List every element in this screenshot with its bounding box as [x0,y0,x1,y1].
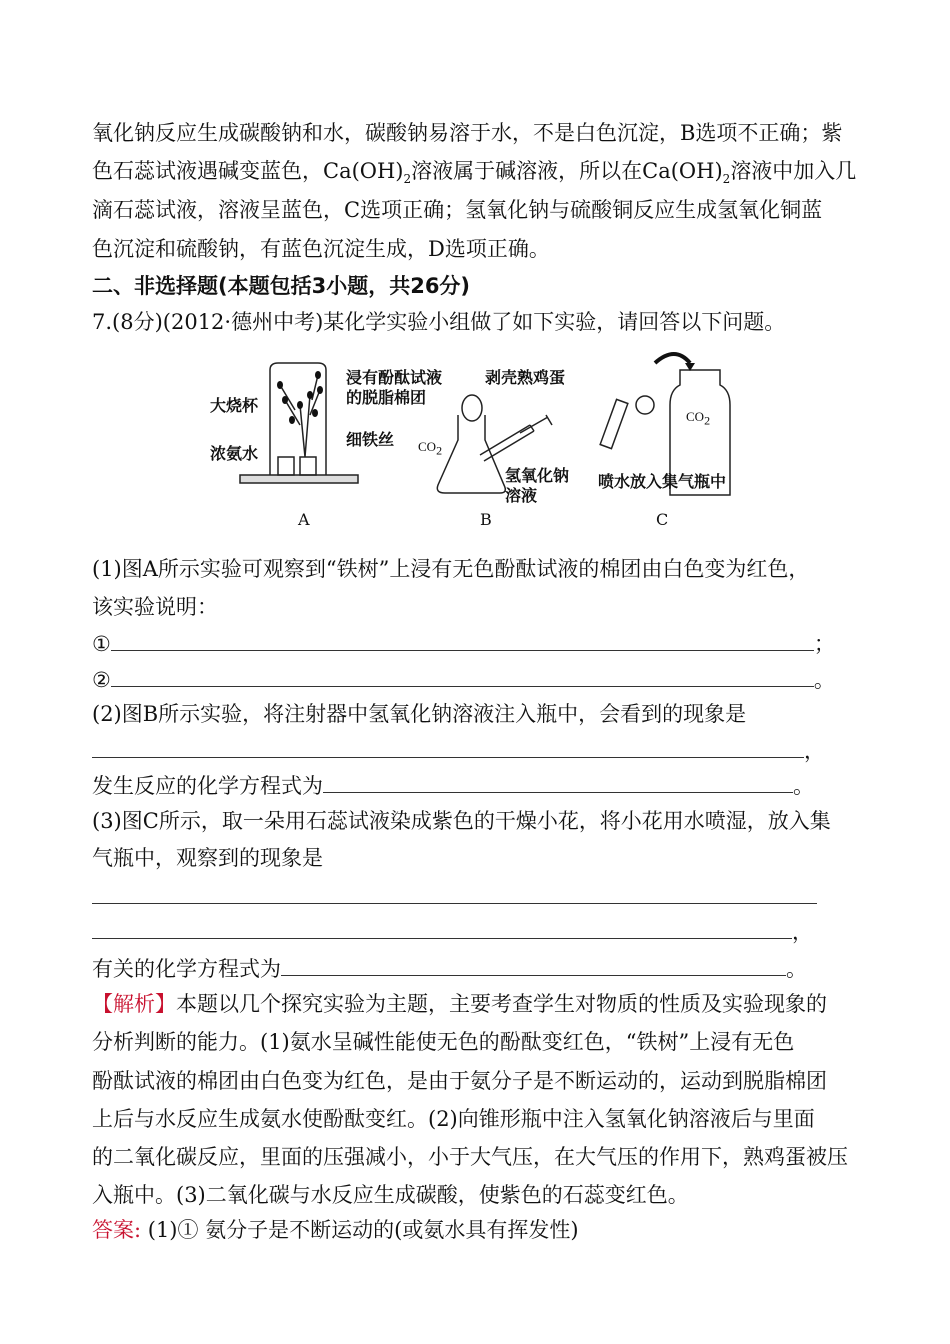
analysis-line-3: 酚酞试液的棉团由白色变为红色，是由于氨分子是不断运动的，运动到脱脂棉团 [92,1069,827,1093]
a-small-beaker [278,457,294,475]
experiment-diagram [200,345,760,535]
b-egg-label: 剥壳熟鸡蛋 [485,368,566,387]
intro-line-1: 氧化钠反应生成碳酸钠和水，碳酸钠易溶于水，不是白色沉淀，B选项不正确；紫 [92,121,843,145]
q1-item-1: ① ； [92,632,835,656]
intro-line-2: 色石蕊试液遇碱变蓝色，$Ca(OH)_2$溶液属于碱溶液，所以在$Ca(OH)_2$溶液中加入几 [92,159,857,187]
q2-blank-2[interactable] [323,772,793,793]
analysis-line-4: 上后与水反应生成氨水使酚酞变红。(2)向锥形瓶中注入氢氧化钠溶液后与里面 [92,1107,815,1131]
intro-line-3: 滴石蕊试液，溶液呈蓝色，C选项正确；氢氧化钠与硫酸铜反应生成氢氧化铜蓝 [92,198,823,222]
section-title: 二、非选择题(本题包括3小题，共26分) [92,274,471,298]
answer-line: 答案: (1)① 氨分子是不断运动的(或氨水具有挥发性) [92,1218,579,1242]
q3-line-4: ， [92,918,813,945]
a-cotton-label-2: 的脱脂棉团 [346,388,427,407]
intro-line-4: 色沉淀和硫酸钠，有蓝色沉淀生成，D选项正确。 [92,237,550,261]
q3-blank-3[interactable] [281,955,786,976]
analysis-line-1: 【解析】本题以几个探究实验为主题，主要考查学生对物质的性质及实验现象的 [92,992,827,1016]
q1-line-1: (1)图A所示实验可观察到“铁树”上浸有无色酚酞试液的棉团由白色变为红色， [92,557,810,581]
q2-line-3: 发生反应的化学方程式为 。 [92,774,814,798]
a-stand [300,457,316,475]
analysis-line-5: 的二氧化碳反应，里面的压强减小，小于大气压，在大气压的作用下，熟鸡蛋被压 [92,1145,848,1169]
figure-label-c: C [656,510,669,529]
q1-item-2: ② 。 [92,668,835,692]
q1-blank-2[interactable] [111,666,814,687]
c-co2-label: $CO_2$ [686,409,711,428]
analysis-line-6: 入瓶中。(3)二氧化碳与水反应生成碳酸，使紫色的石蕊变红色。 [92,1183,689,1207]
a-wire-label: 细铁丝 [346,430,395,449]
analysis-line-2: 分析判断的能力。(1)氨水呈碱性能使无色的酚酞变红色，“铁树”上浸有无色 [92,1030,795,1054]
experiment-figure [200,345,760,535]
q2-line-2: ， [92,737,825,764]
b-egg [462,395,482,421]
a-beaker-label: 大烧杯 [210,396,259,415]
a-ammonia-label: 浓氨水 [210,444,259,463]
q2-line-1: (2)图B所示实验，将注射器中氢氧化钠溶液注入瓶中，会看到的现象是 [92,702,747,726]
c-arrow [655,354,690,363]
q3-blank-1[interactable] [92,903,817,904]
a-base [240,475,358,483]
b-co2-label: $CO_2$ [418,439,443,458]
answer-tag: 答案: [92,1218,142,1242]
a-cotton-label-1: 浸有酚酞试液 [346,368,443,387]
c-sprayer [600,399,628,448]
c-caption: 喷水放入集气瓶中 [598,472,727,491]
figure-label-b: B [480,510,492,529]
q3-line-1: (3)图C所示，取一朵用石蕊试液染成紫色的干燥小花，将小花用水喷湿，放入集 [92,809,831,833]
b-naoh-label-1: 氢氧化钠 [505,466,570,485]
c-flower [636,396,654,414]
q1-blank-1[interactable] [111,630,814,651]
q1-line-2: 该实验说明： [92,595,218,619]
question-7: 7.(8分)(2012·德州中考)某化学实验小组做了如下实验，请回答以下问题。 [92,310,786,334]
figure-label-a: A [298,510,310,529]
analysis-tag: 【解析】 [92,992,176,1016]
q2-blank-1[interactable] [92,737,804,758]
b-naoh-label-2: 溶液 [505,486,538,505]
q3-line-2: 气瓶中，观察到的现象是 [92,846,323,870]
q3-blank-2[interactable] [92,918,792,939]
q3-line-5: 有关的化学方程式为 。 [92,957,807,981]
